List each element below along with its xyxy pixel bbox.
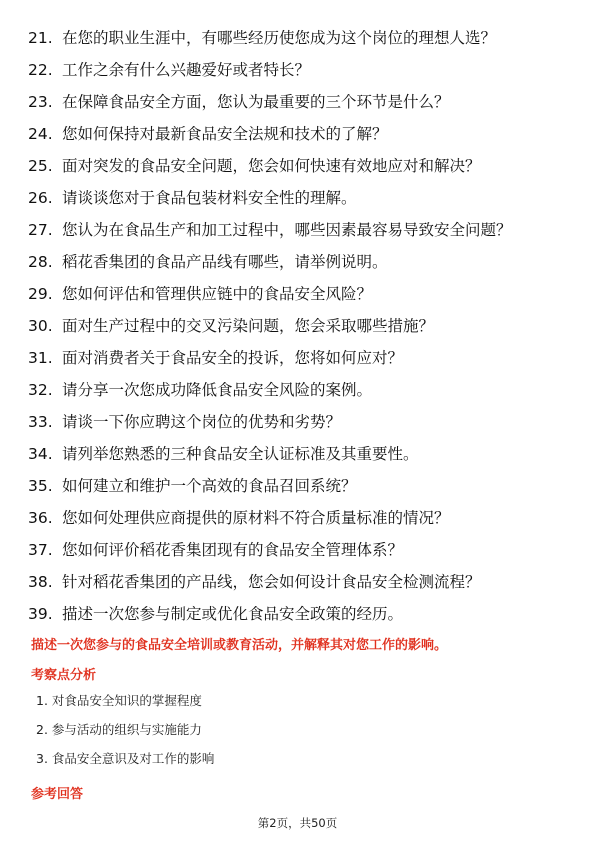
- highlight-question: 描述一次您参与的食品安全培训或教育活动，并解释其对您工作的影响。: [31, 638, 448, 653]
- question-number: 23.: [28, 93, 53, 111]
- question-number: 29.: [28, 285, 53, 303]
- question-number: 31.: [28, 349, 53, 367]
- question-item: [28, 27, 568, 49]
- analysis-point: 1. 对食品安全知识的掌握程度: [36, 693, 202, 708]
- question-text: 您如何处理供应商提供的原材料不符合质量标准的情况？: [62, 509, 450, 527]
- question-text: 面对生产过程中的交叉污染问题，您会采取哪些措施？: [62, 317, 435, 335]
- question-text: 请分享一次您成功降低食品安全风险的案例。: [62, 381, 373, 399]
- question-text: 面对突发的食品安全问题，您会如何快速有效地应对和解决？: [62, 157, 481, 175]
- question-number: 37.: [28, 541, 53, 559]
- question-text: 您如何评价稻花香集团现有的食品安全管理体系？: [62, 541, 404, 559]
- analysis-point: 2. 参与活动的组织与实施能力: [36, 722, 202, 737]
- question-item: [28, 59, 568, 81]
- question-text: 请谈谈您对于食品包装材料安全性的理解。: [62, 189, 357, 207]
- question-item: [28, 507, 568, 529]
- page-footer: 第2页，共50页: [257, 816, 338, 830]
- question-item: [28, 603, 568, 625]
- question-text: 请列举您熟悉的三种食品安全认证标准及其重要性。: [62, 445, 419, 463]
- question-number: 25.: [28, 157, 53, 175]
- question-number: 21.: [28, 29, 53, 47]
- question-text: 工作之余有什么兴趣爱好或者特长？: [62, 61, 311, 79]
- question-item: [28, 411, 568, 433]
- question-text: 面对消费者关于食品安全的投诉，您将如何应对？: [62, 349, 404, 367]
- question-number: 30.: [28, 317, 53, 335]
- question-item: [28, 187, 568, 209]
- analysis-points: [36, 692, 556, 779]
- analysis-point: 3. 食品安全意识及对工作的影响: [36, 751, 215, 766]
- question-text: 描述一次您参与制定或优化食品安全政策的经历。: [62, 605, 404, 623]
- question-item: [28, 475, 568, 497]
- question-text: 稻花香集团的食品产品线有哪些，请举例说明。: [62, 253, 388, 271]
- question-number: 24.: [28, 125, 53, 143]
- question-number: 34.: [28, 445, 53, 463]
- question-number: 38.: [28, 573, 53, 591]
- question-number: 35.: [28, 477, 53, 495]
- question-number: 32.: [28, 381, 53, 399]
- question-number: 26.: [28, 189, 53, 207]
- question-item: [28, 219, 568, 241]
- analysis-title: 考察点分析: [31, 668, 97, 683]
- question-text: 您如何保持对最新食品安全法规和技术的了解？: [62, 125, 388, 143]
- question-item: [28, 251, 568, 273]
- question-text: 您如何评估和管理供应链中的食品安全风险？: [62, 285, 373, 303]
- question-number: 33.: [28, 413, 53, 431]
- question-text: 您认为在食品生产和加工过程中，哪些因素最容易导致安全问题？: [62, 221, 512, 239]
- question-item: [28, 155, 568, 177]
- question-item: [28, 571, 568, 593]
- question-text: 在保障食品安全方面，您认为最重要的三个环节是什么？: [62, 93, 450, 111]
- question-number: 22.: [28, 61, 53, 79]
- answer-title: 参考回答: [31, 787, 84, 802]
- question-list: [28, 27, 568, 635]
- question-number: 27.: [28, 221, 53, 239]
- question-text: 在您的职业生涯中，有哪些经历使您成为这个岗位的理想人选？: [62, 29, 497, 47]
- question-item: [28, 379, 568, 401]
- question-text: 如何建立和维护一个高效的食品召回系统？: [62, 477, 357, 495]
- question-number: 39.: [28, 605, 53, 623]
- question-number: 28.: [28, 253, 53, 271]
- question-text: 请谈一下你应聘这个岗位的优势和劣势？: [62, 413, 342, 431]
- question-item: [28, 315, 568, 337]
- question-item: [28, 539, 568, 561]
- question-number: 36.: [28, 509, 53, 527]
- question-item: [28, 91, 568, 113]
- question-item: [28, 283, 568, 305]
- question-text: 针对稻花香集团的产品线，您会如何设计食品安全检测流程？: [62, 573, 481, 591]
- question-item: [28, 347, 568, 369]
- question-item: [28, 123, 568, 145]
- question-item: [28, 443, 568, 465]
